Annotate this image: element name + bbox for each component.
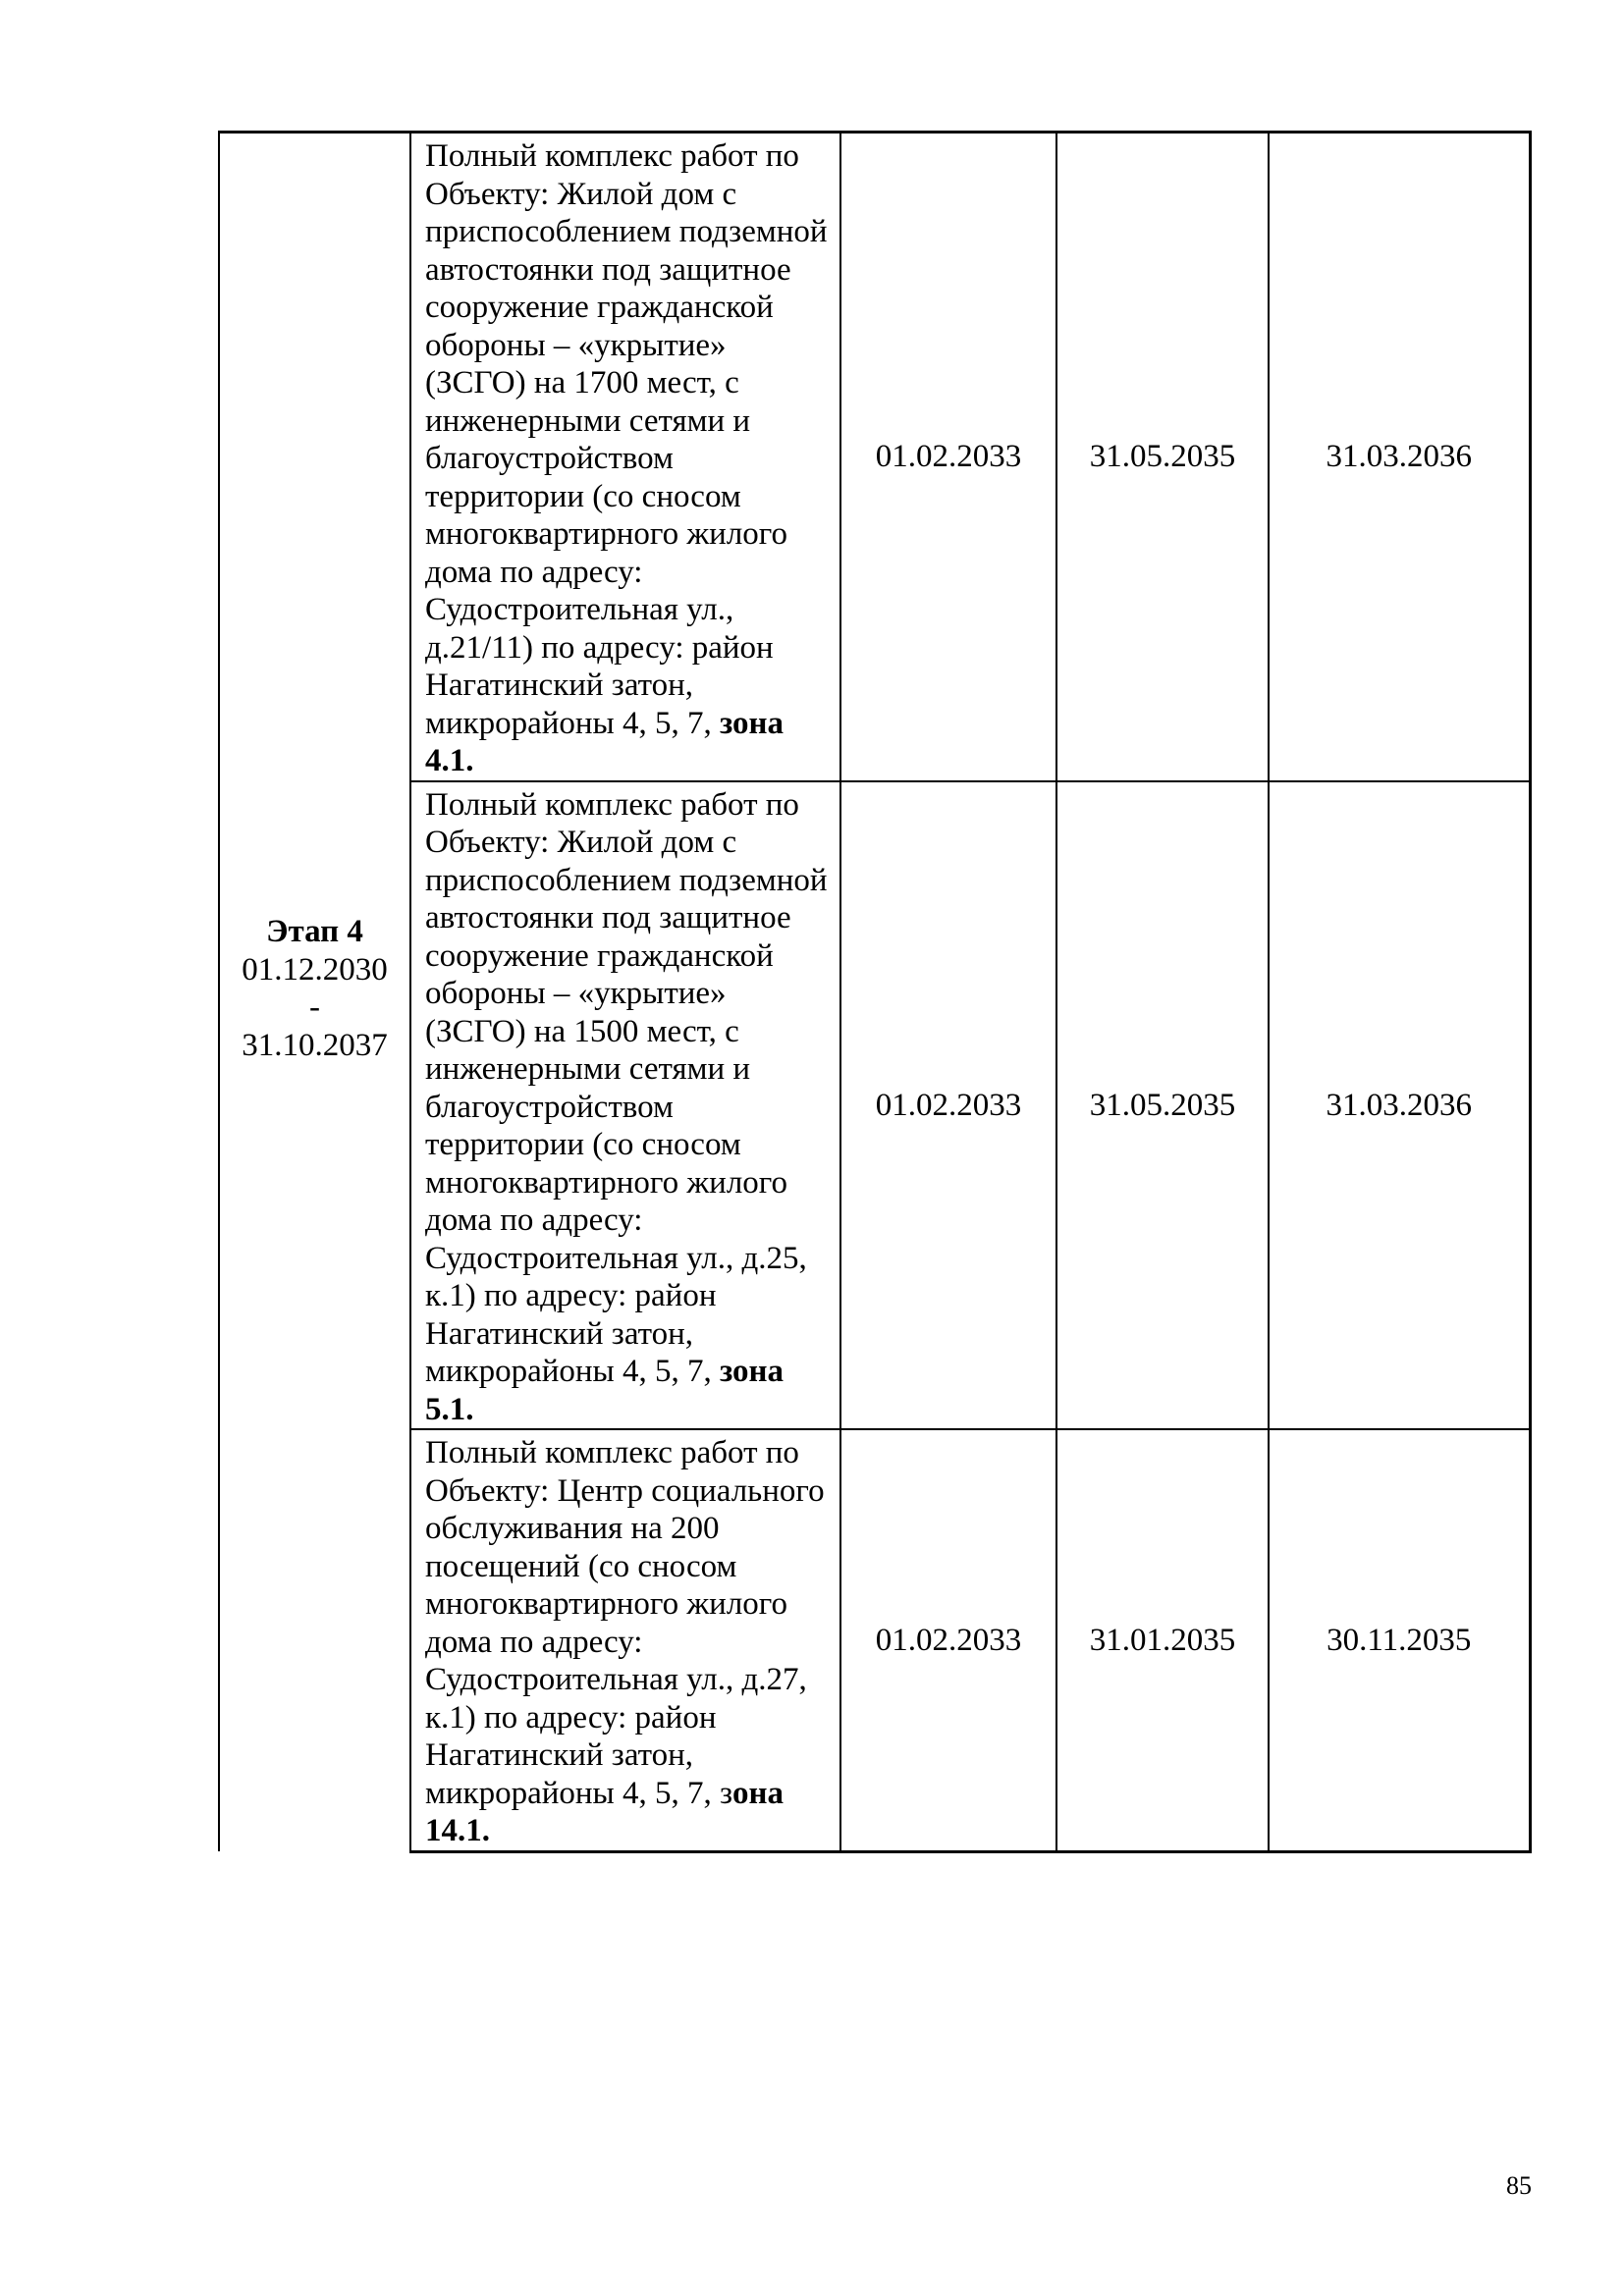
date-completion: 31.05.2035: [1056, 133, 1269, 781]
zone-label: зона 4.1.: [425, 705, 785, 778]
date-start: 01.02.2033: [840, 133, 1056, 781]
stage-start-date: 01.12.2030: [242, 951, 388, 988]
schedule-table: [218, 131, 1532, 1853]
stage-title: Этап 4: [266, 914, 363, 949]
date-final: 30.11.2035: [1269, 1429, 1530, 1851]
date-completion: 31.05.2035: [1056, 781, 1269, 1430]
date-final: 31.03.2036: [1269, 781, 1530, 1430]
work-description: [410, 133, 840, 781]
work-description: [410, 1429, 840, 1851]
table-row: [219, 133, 1530, 781]
date-start: 01.02.2033: [840, 1429, 1056, 1851]
description-text: Полный комплекс работ по Объекту: Жилой дом с приспособлением подземной автостоянки под защитное сооружение гражданской обороны – «укрытие» (ЗСГО) на 1700 мест, с инженерными сетями и благоустройством территории (со сносом многоквартирного жилого дома по адресу: Судостроительная ул., д.21/11) по адресу: район Нагатинский затон, микрорайоны 4, 5, 7,: [425, 138, 828, 741]
page-number: 85: [1506, 2171, 1532, 2200]
table-row: [219, 1429, 1530, 1851]
date-start: 01.02.2033: [840, 781, 1056, 1430]
work-description: [410, 781, 840, 1430]
stage-cell: [219, 133, 410, 1852]
stage-date-separator: -: [309, 989, 320, 1025]
zone-label: она 14.1.: [425, 1775, 785, 1848]
stage-end-date: 31.10.2037: [242, 1027, 388, 1063]
zone-label: зона 5.1.: [425, 1354, 785, 1427]
description-text: Полный комплекс работ по Объекту: Центр социального обслуживания на 200 посещений (со сносом многоквартирного жилого дома по адресу: Судостроительная ул., д.27, к.1) по адресу: район Нагатинский затон, микрорайоны 4, 5, 7, з: [425, 1435, 825, 1811]
date-final: 31.03.2036: [1269, 133, 1530, 781]
description-text: Полный комплекс работ по Объекту: Жилой дом с приспособлением подземной автостоянки под защитное сооружение гражданской обороны – «укрытие» (ЗСГО) на 1500 мест, с инженерными сетями и благоустройством территории (со сносом многоквартирного жилого дома по адресу: Судостроительная ул., д.25, к.1) по адресу: район Нагатинский затон, микрорайоны 4, 5, 7,: [425, 786, 828, 1389]
table-row: [219, 781, 1530, 1430]
date-completion: 31.01.2035: [1056, 1429, 1269, 1851]
